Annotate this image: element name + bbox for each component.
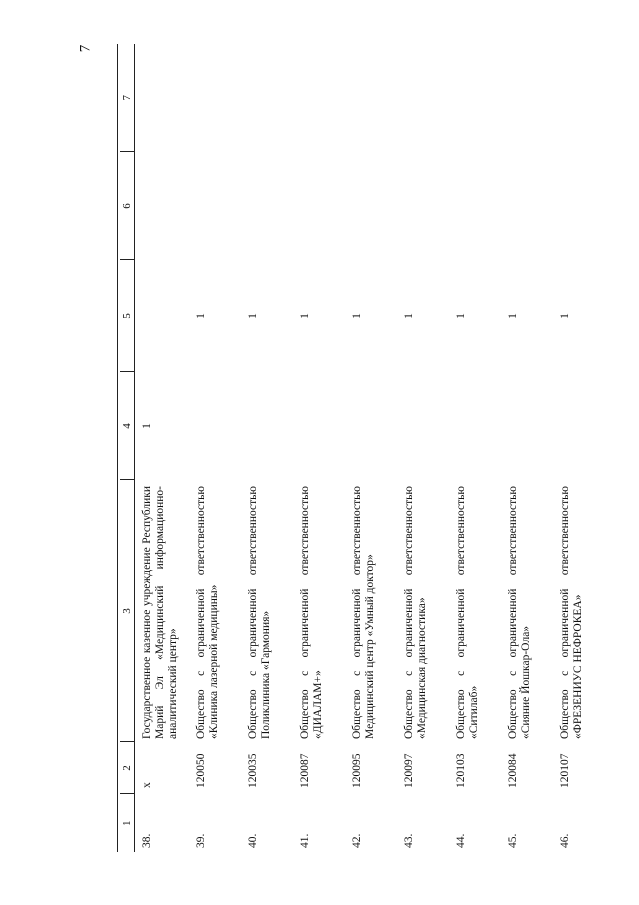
row-col4 [553,372,605,480]
row-col6 [501,152,553,260]
row-col7 [135,44,190,152]
col-header-7: 7 [120,44,135,152]
row-number: 46. [559,833,571,848]
row-col7 [397,44,449,152]
row-code: 120084 [507,753,519,788]
row-organization: Общество с ограниченной ответственностью «Клиника лазерной медицины» [195,486,220,739]
row-number: 38. [141,833,153,848]
row-code: 120035 [247,753,259,788]
row-organization: Общество с ограниченной ответственностью «Сияние Йошкар-Ола» [507,486,532,739]
row-col4 [345,372,397,480]
rotated-table-container [117,44,584,852]
row-code: х [141,782,153,788]
table-row [397,44,449,852]
row-col4: 1 [141,423,153,429]
row-col5: 1 [299,313,311,319]
table-row [449,44,501,852]
col-header-5: 5 [120,260,135,372]
row-organization: Общество с ограниченной ответственностью «ДИАЛАМ+» [299,486,324,739]
row-number: 44. [455,833,467,848]
table-row [553,44,605,852]
row-col6 [553,152,605,260]
row-code: 120087 [299,753,311,788]
row-col6 [135,152,190,260]
row-col5: 1 [559,313,571,319]
row-organization: Общество с ограниченной ответственностью Медицинский центр «Умный доктор» [351,486,376,739]
row-organization: Общество с ограниченной ответственностью «Ситилаб» [455,486,480,739]
row-organization: Общество с ограниченной ответственностью Поликлиника «Гармония» [247,486,272,739]
row-col7 [293,44,345,152]
row-col7 [501,44,553,152]
row-col5 [135,260,190,372]
table-row [501,44,553,852]
row-col6 [293,152,345,260]
col-header-4: 4 [120,372,135,480]
row-col6 [241,152,293,260]
row-col6 [345,152,397,260]
row-col5: 1 [455,313,467,319]
row-number: 39. [195,833,207,848]
row-col5: 1 [351,313,363,319]
row-col7 [189,44,241,152]
row-code: 120050 [195,753,207,788]
row-col5: 1 [247,313,259,319]
row-code: 120103 [455,753,467,788]
row-col7 [553,44,605,152]
page-number: 7 [77,44,94,53]
table-row [135,44,190,852]
row-col7 [241,44,293,152]
row-col7 [449,44,501,152]
row-code: 120107 [559,753,571,788]
table-row [241,44,293,852]
row-col5: 1 [195,313,207,319]
row-number: 43. [403,833,415,848]
col-header-6: 6 [120,152,135,260]
row-number: 45. [507,833,519,848]
row-col4 [397,372,449,480]
row-code: 120095 [351,753,363,788]
row-organization: Общество с ограниченной ответственностью «Медицинская диагностика» [403,486,428,739]
row-col7 [345,44,397,152]
col-header-1: 1 [120,794,135,852]
header-row [120,44,135,852]
row-col4 [293,372,345,480]
row-col5: 1 [507,313,519,319]
row-code: 120097 [403,753,415,788]
row-col6 [397,152,449,260]
table-row [345,44,397,852]
registry-table [117,44,605,852]
row-col5: 1 [403,313,415,319]
row-col4 [241,372,293,480]
row-number: 41. [299,833,311,848]
table-row [293,44,345,852]
row-col4 [501,372,553,480]
row-col4 [449,372,501,480]
table-row [189,44,241,852]
row-col6 [449,152,501,260]
row-number: 42. [351,833,363,848]
col-header-2: 2 [120,742,135,794]
row-col4 [189,372,241,480]
row-col6 [189,152,241,260]
row-number: 40. [247,833,259,848]
table-sheet [117,44,639,848]
row-organization: Государственное казенное учреждение Республики Марий Эл «Медицинский информационно-аналитический центр» [141,486,179,739]
row-organization: Общество с ограниченной ответственностью «ФРЕЗЕНИУС НЕФРОКЕА» [559,486,584,739]
col-header-3: 3 [120,480,135,742]
